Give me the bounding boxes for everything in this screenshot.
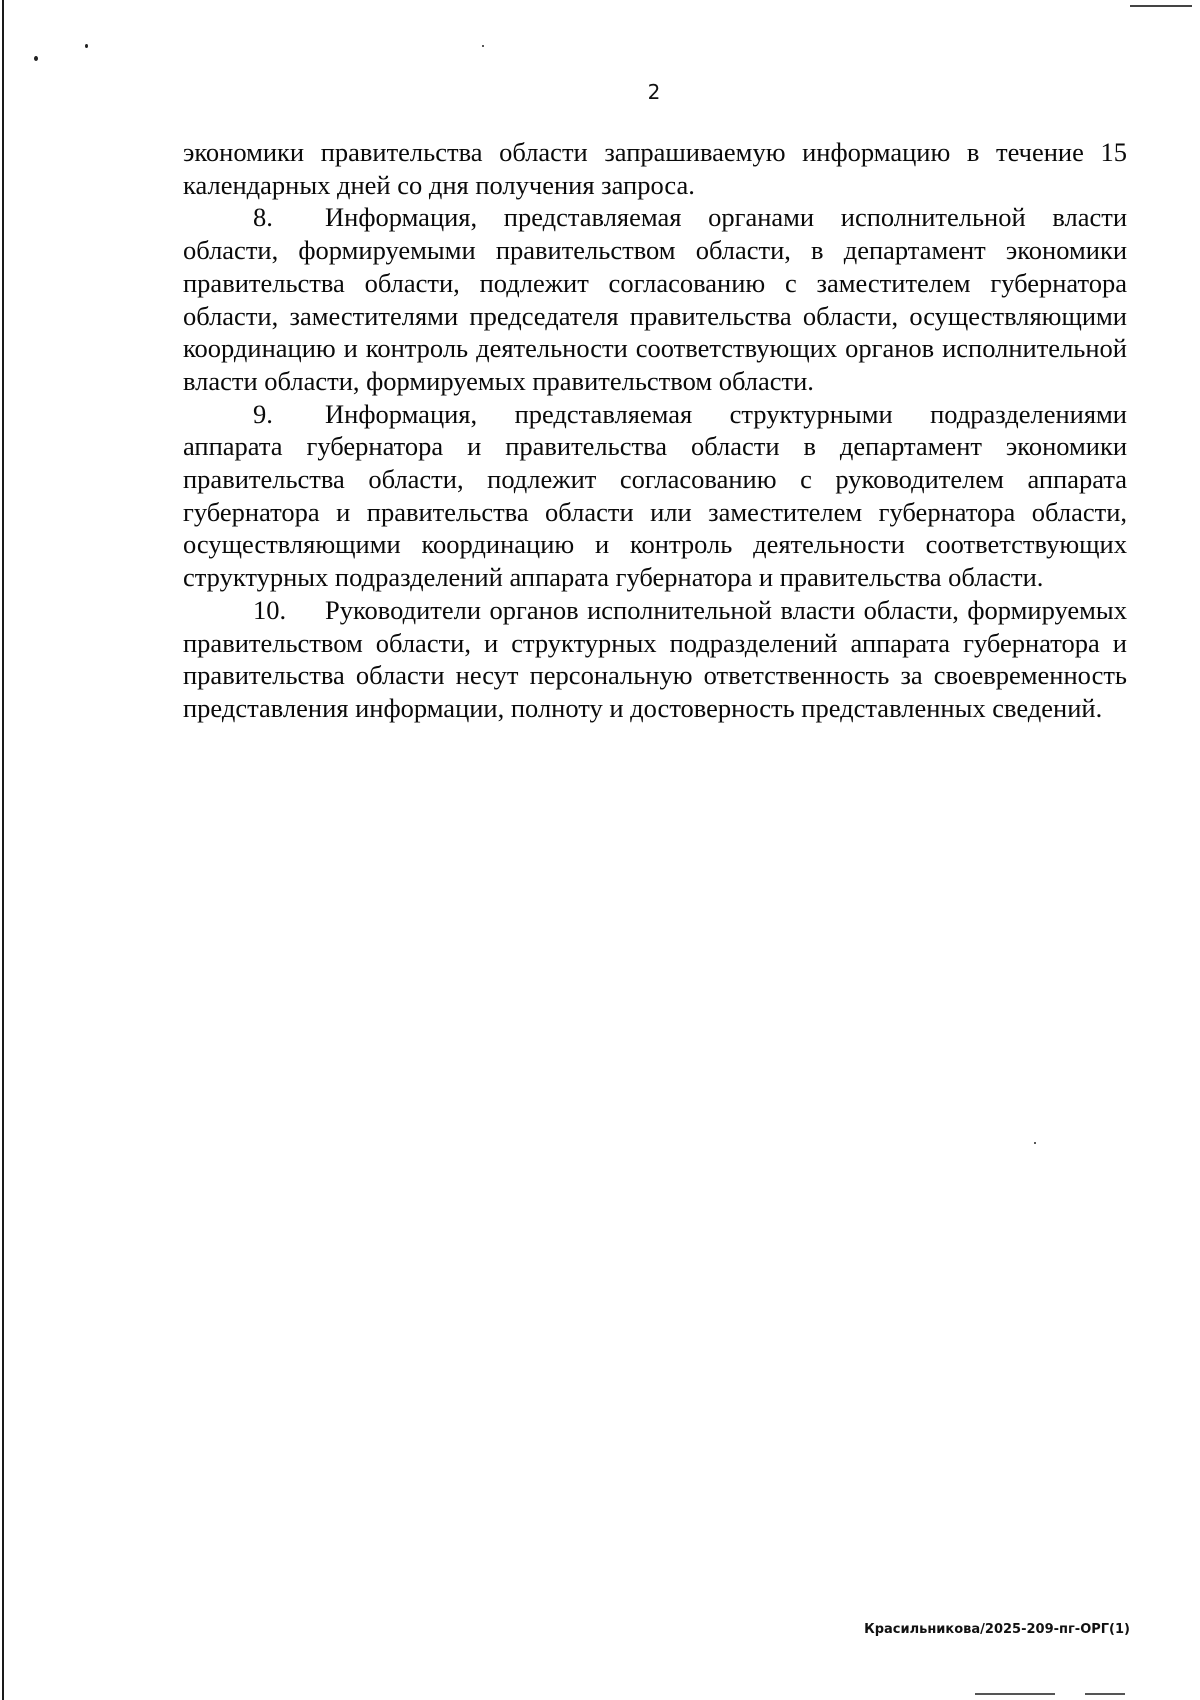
scan-bottom-rule [975,1693,1055,1695]
page-number: 2 [647,80,661,104]
scan-top-rule [1130,5,1192,7]
scan-speck [1034,1142,1036,1144]
document-body [183,136,1127,725]
item-text: Информация, представляемая структурными подразделениями аппарата губернатора и правительства области в департамент экономики правительства области, подлежит согласованию с руководителем аппарата губернатора и правительства области или заместителем губернатора области, осуществляющими координацию и контроль деятельности соответствующих структурных подразделений аппарата губернатора и правительства области. [183,398,1127,593]
scan-bottom-rule [1085,1693,1125,1695]
document-reference: Красильникова/2025-209-пг-ОРГ(1) [864,1622,1130,1637]
scan-speck [482,45,484,47]
scan-speck [85,44,88,48]
paragraph-item-9 [183,398,1127,594]
scan-speck [34,56,38,61]
paragraph-item-8 [183,201,1127,397]
item-number: 8. [253,202,273,233]
item-number: 10. [253,594,287,625]
paragraph-continuation: экономики правительства области запрашиваемую информацию в течение 15 календарных дней со дня получения запроса. [183,137,1127,200]
item-text: Информация, представляемая органами исполнительной власти области, формируемыми правительством области, в департамент экономики правительства области, подлежит согласованию с заместителем губернатора области, заместителями председателя правительства области, осуществляющими координацию и контроль деятельности соответствующих органов исполнительной власти области, формируемых правительством области. [183,202,1127,396]
paragraph-item-10 [183,594,1127,725]
scan-left-edge [2,0,4,1700]
item-number: 9. [253,398,273,429]
item-text: Руководители органов исполнительной власти области, формируемых правительством области, и структурных подразделений аппарата губернатора и правительства области несут персональную ответственность за своевременность представления информации, полноту и достоверность представленных сведений. [183,594,1127,723]
